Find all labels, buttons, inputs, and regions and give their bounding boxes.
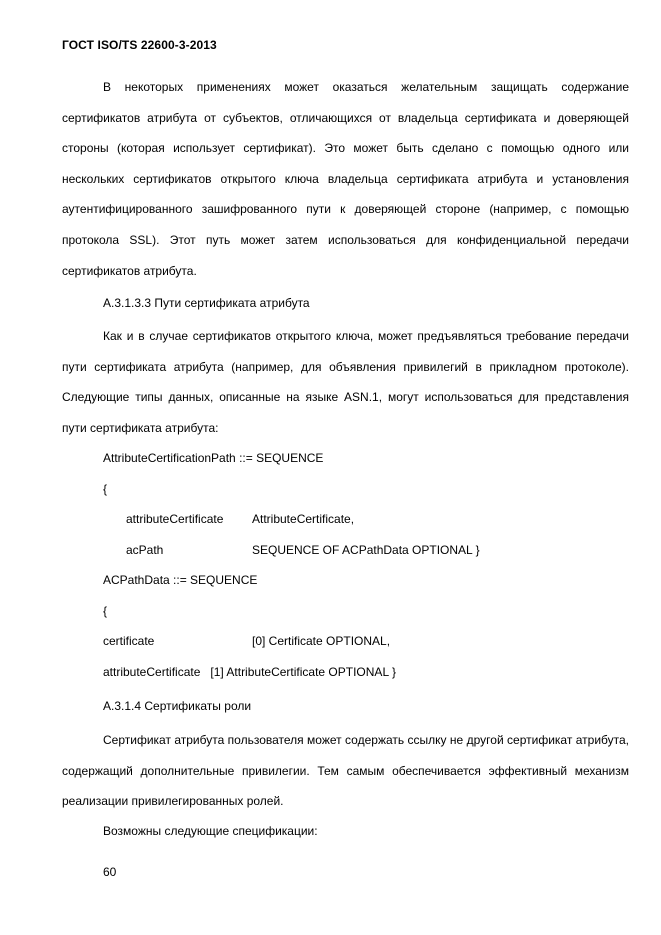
section-heading-a3133: А.3.1.3.3 Пути сертификата атрибута <box>103 296 310 310</box>
code-open-brace-2: { <box>103 604 108 618</box>
code-field-acpath-type: SEQUENCE OF ACPathData OPTIONAL } <box>252 543 480 557</box>
code-field-attribute-certificate-name: attributeCertificate <box>126 512 224 526</box>
paragraph-path: Как и в случае сертификатов открытого ключа, может предъявляться требование передачи пути сертификата атрибута (например, для объявления привилегий в прикладном протоколе). Следующие типы данных, описанные на языке ASN.1, могут использоваться для представления пути сертификата атрибута: <box>62 329 629 435</box>
code-open-brace-1: { <box>103 482 108 496</box>
code-field-certificate-name: certificate <box>103 634 155 648</box>
paragraph-protection: В некоторых применениях может оказаться желательным защищать содержание сертификатов атрибута от субъектов, отличающихся от владельца сертификата и доверяющей стороны (которая использует сертификат). Это может быть сделано с помощью одного или нескольких сертификатов открытого ключа владельца сертификата атрибута и установления аутентифицированного зашифрованного пути к доверяющей стороне (например, с помощью протокола SSL). Этот путь может затем использоваться для конфиденциальной передачи сертификатов атрибута. <box>62 80 629 278</box>
code-line-attribute-certificate-tagged: attributeCertificate [1] AttributeCertificate OPTIONAL } <box>103 665 397 679</box>
paragraph-role-certificates: Сертификат атрибута пользователя может содержать ссылку не другой сертификат атрибута, содержащий дополнительные привилегии. Тем самым обеспечивается эффективный механизм реализации привилегированных ролей. <box>62 733 629 809</box>
section-heading-a314: А.3.1.4 Сертификаты роли <box>103 699 252 713</box>
code-field-certificate-type: [0] Certificate OPTIONAL, <box>252 634 391 648</box>
code-field-attribute-certificate-type: AttributeCertificate, <box>252 512 355 526</box>
paragraph-specifications: Возможны следующие спецификации: <box>103 824 318 838</box>
page-number: 60 <box>103 865 117 879</box>
code-line-acpathdata: ACPathData ::= SEQUENCE <box>103 573 258 587</box>
code-line-attribute-certification-path: AttributeCertificationPath ::= SEQUENCE <box>103 451 324 465</box>
document-header: ГОСТ ISO/TS 22600-3-2013 <box>62 38 217 52</box>
code-field-acpath-name: acPath <box>126 543 164 557</box>
